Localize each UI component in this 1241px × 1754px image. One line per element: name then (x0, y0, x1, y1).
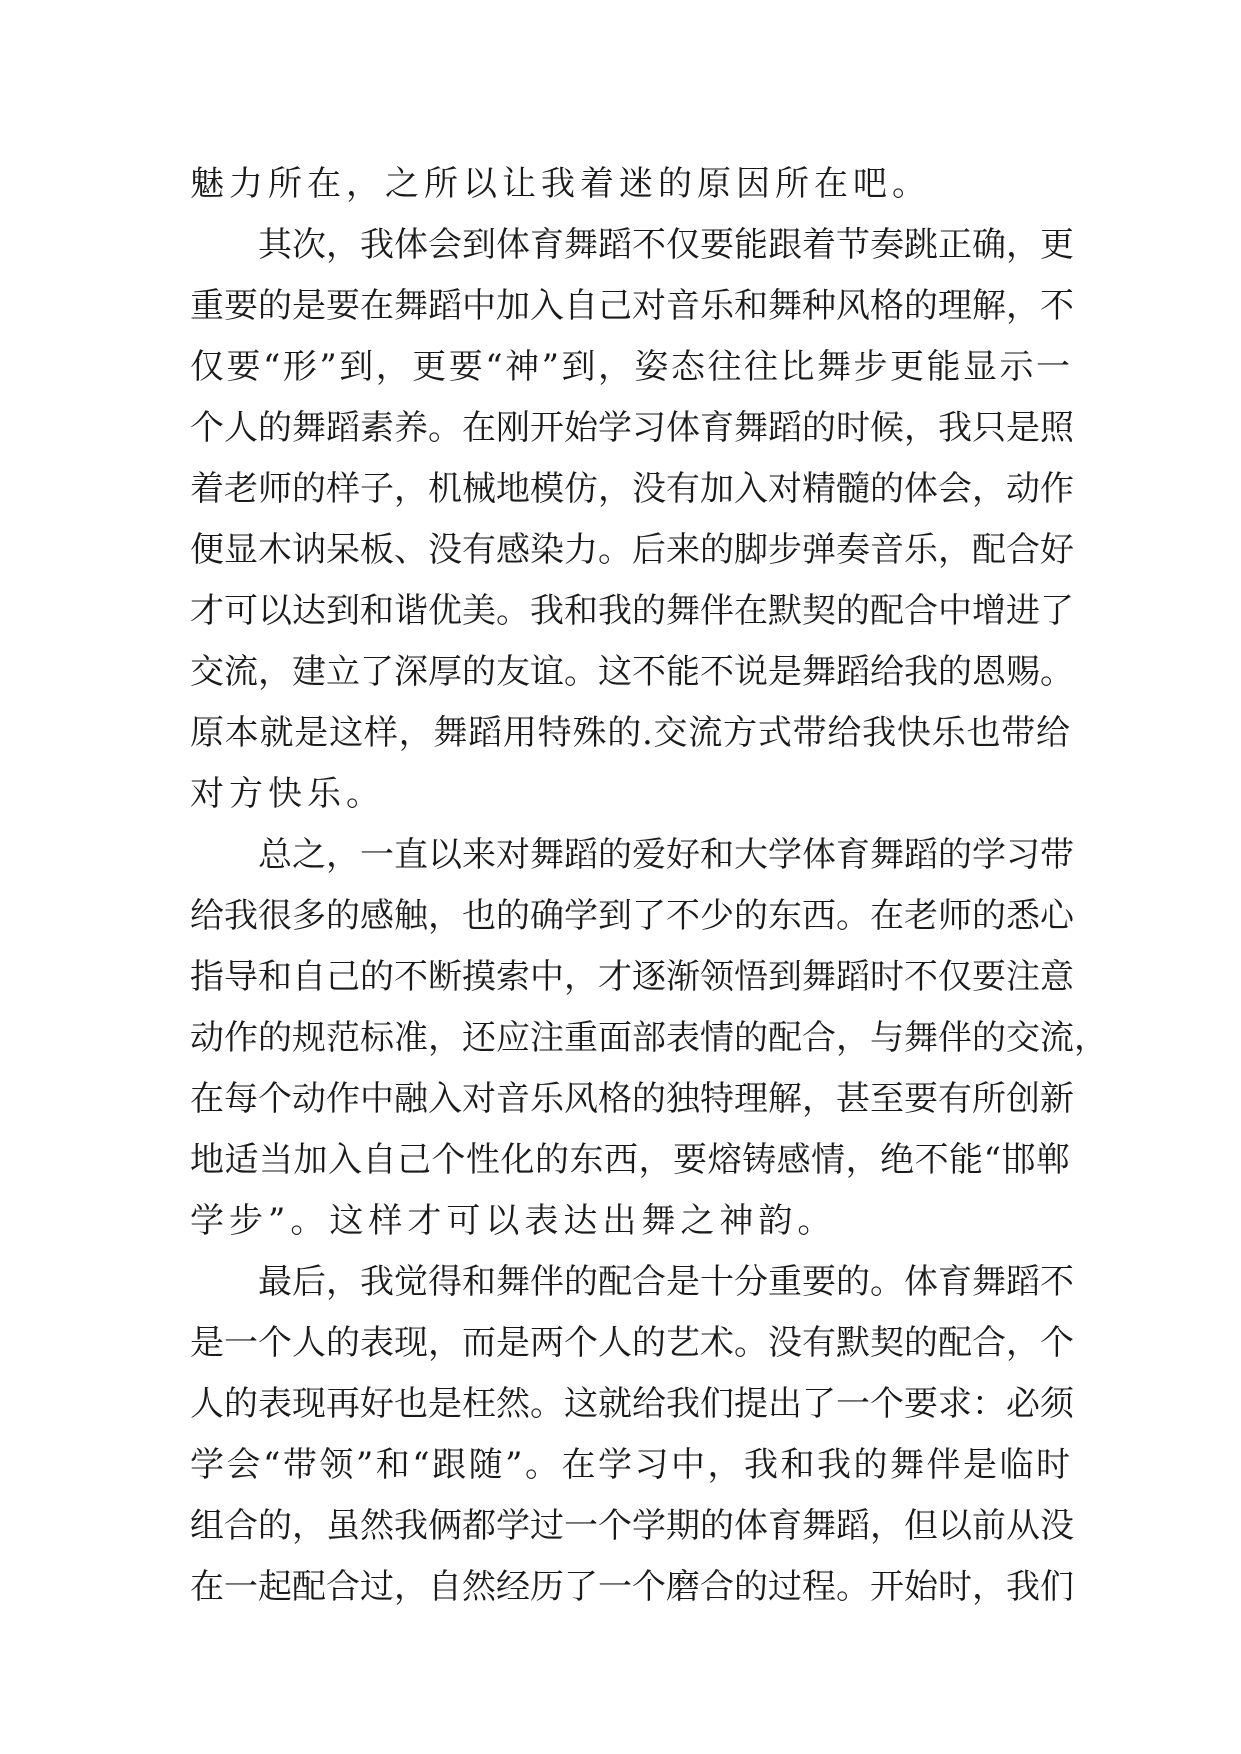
body-text (190, 154, 1108, 1618)
text-line: 重要的是要在舞蹈中加入自己对音乐和舞种风格的理解，不 (190, 286, 1074, 326)
text-line: 其次，我体会到体育舞蹈不仅要能跟着节奏跳正确，更 (190, 225, 1074, 265)
text-line: 最后，我觉得和舞伴的配合是十分重要的。体育舞蹈不 (190, 1262, 1074, 1302)
text-line: 对方快乐。 (190, 774, 385, 814)
text-line: 给我很多的感触，也的确学到了不少的东西。在老师的悉心 (190, 896, 1074, 936)
text-line: 学会“带领”和“跟随”。在学习中，我和我的舞伴是临时 (190, 1445, 1070, 1485)
text-line: 在一起配合过，自然经历了一个磨合的过程。开始时，我们 (190, 1567, 1074, 1607)
text-line: 原本就是这样，舞蹈用特殊的.交流方式带给我快乐也带给 (190, 713, 1070, 753)
text-line: 动作的规范标准，还应注重面部表情的配合，与舞伴的交流， (190, 1018, 1108, 1058)
text-line: 在每个动作中融入对音乐风格的独特理解，甚至要有所创新 (190, 1079, 1074, 1119)
text-line: 才可以达到和谐优美。我和我的舞伴在默契的配合中增进了 (190, 591, 1074, 631)
text-line: 是一个人的表现，而是两个人的艺术。没有默契的配合，个 (190, 1323, 1074, 1363)
text-line: 地适当加入自己个性化的东西，要熔铸感情，绝不能“邯郸 (190, 1140, 1070, 1180)
text-line: 着老师的样子，机械地模仿，没有加入对精髓的体会，动作 (190, 469, 1074, 509)
text-line: 总之，一直以来对舞蹈的爱好和大学体育舞蹈的学习带 (190, 835, 1074, 875)
text-line: 个人的舞蹈素养。在刚开始学习体育舞蹈的时候，我只是照 (190, 408, 1074, 448)
text-line: 便显木讷呆板、没有感染力。后来的脚步弹奏音乐，配合好 (190, 530, 1074, 570)
text-line: 人的表现再好也是枉然。这就给我们提出了一个要求：必须 (190, 1384, 1074, 1424)
text-line: 仅要“形”到，更要“神”到，姿态往往比舞步更能显示一 (190, 347, 1070, 387)
text-line: 指导和自己的不断摸索中，才逐渐领悟到舞蹈时不仅要注意 (190, 957, 1074, 997)
text-line: 交流，建立了深厚的友谊。这不能不说是舞蹈给我的恩赐。 (190, 652, 1074, 692)
text-line: 学步”。这样才可以表达出舞之神韵。 (190, 1201, 837, 1241)
text-line: 组合的，虽然我俩都学过一个学期的体育舞蹈，但以前从没 (190, 1506, 1074, 1546)
text-line: 魅力所在，之所以让我着迷的原因所在吧。 (190, 164, 931, 204)
